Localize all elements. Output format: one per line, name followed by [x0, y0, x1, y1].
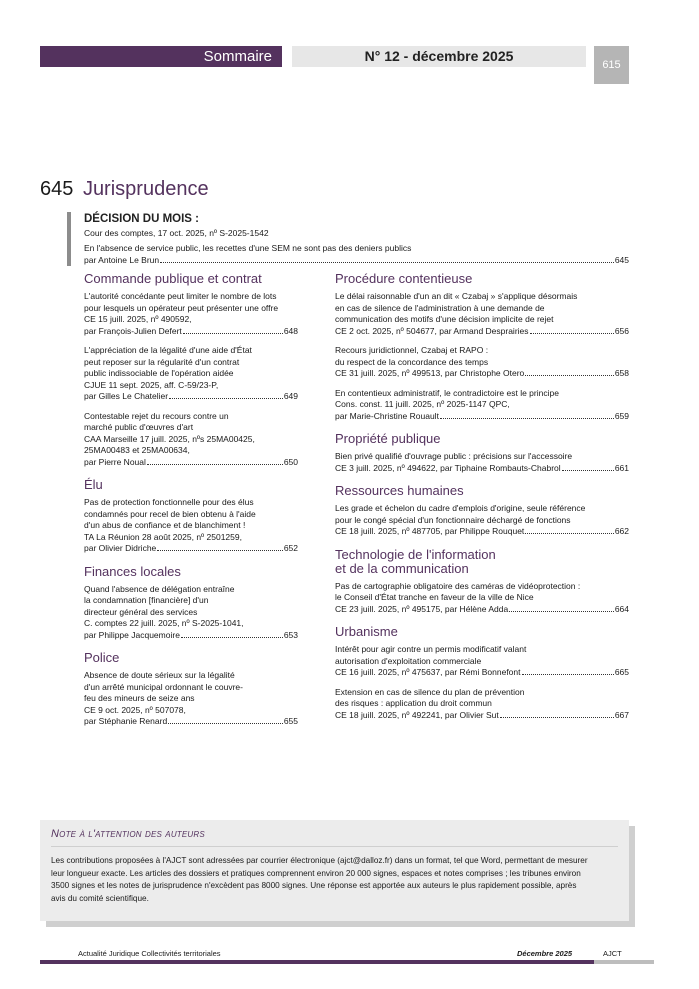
entry-author: par Stéphanie Renard [84, 716, 168, 726]
toc-entry[interactable] [335, 687, 629, 722]
page-ref: 650 [283, 456, 298, 467]
entry-line: d'un arrêté municipal ordonnant le couvre- [84, 681, 243, 692]
toc-entry[interactable] [335, 388, 629, 423]
note-line: avis du comité scientifique. [51, 893, 149, 903]
page-ref: 658 [614, 368, 629, 378]
toc-entry[interactable] [84, 497, 298, 555]
entry-line: 25MA00483 et 25MA00634, [84, 445, 190, 455]
entry-author: par Philippe Jacquemoire [84, 629, 180, 640]
entry-author: CE 18 juill. 2025, nº 492241, par Olivier Sut [335, 709, 499, 720]
entry-author: par Pierre Noual [84, 456, 146, 467]
note-title-text: Note à l'attention des auteurs [51, 828, 205, 840]
page-ref: 655 [283, 716, 298, 726]
entry-line: CJUE 11 sept. 2025, aff. C-59/23-P, [84, 379, 219, 390]
entry-line: Contestable rejet du recours contre un [84, 410, 229, 421]
entry-line: communication des motifs d'une décision implicite de rejet [335, 314, 554, 324]
note-line: Les contributions proposées à l'AJCT sont adressées par courrier électronique (ajct@dalloz.fr) dans un format, tel que Word, permettant de mesurer [51, 856, 588, 865]
category-heading: Procédure contentieuse [335, 271, 473, 286]
decision-du-mois [67, 212, 629, 266]
footer-rule [40, 960, 654, 964]
note-line: 3500 signes et les notes de jurisprudence n'excèdent pas 8000 signes. Une réponse est apportée aux auteurs le plus rapidement possible, après [51, 881, 577, 890]
note-shadow [629, 826, 635, 927]
entry-line: pour lesquels un opérateur peut présenter une offre [84, 302, 279, 313]
note-box [40, 820, 629, 921]
leader-dots [522, 674, 614, 675]
entry-reference-line [335, 710, 629, 722]
decision-court: Cour des comptes, 17 oct. 2025, nº S-2025-1542 [84, 228, 269, 238]
note-line: leur longueur exacte. Les articles des dossiers et pratiques comprennent environ 20 000 signes, espaces et notes comprises ; les tribunes environ [51, 868, 581, 878]
category-heading: Ressources humaines [335, 483, 464, 498]
note-body [51, 855, 618, 905]
category-heading-line: et de la communication [335, 560, 469, 576]
page-ref: 664 [614, 603, 629, 614]
leader-dots [562, 470, 614, 471]
page-ref: 667 [614, 709, 629, 720]
entry-line: CE 15 juill. 2025, nº 490592, [84, 314, 192, 324]
toc-entry[interactable] [335, 291, 629, 337]
page-title [40, 178, 209, 201]
entry-reference-line [84, 391, 298, 403]
entry-line: Recours juridictionnel, Czabaj et RAPO : [335, 345, 489, 355]
entry-reference-line [84, 716, 298, 728]
leader-dots [157, 550, 283, 551]
toc-entry[interactable] [335, 644, 629, 679]
leader-dots [440, 418, 614, 419]
footer-rule-gray [594, 960, 654, 964]
leader-dots [500, 717, 614, 718]
category-heading [335, 548, 629, 576]
page-ref: 661 [614, 462, 629, 473]
category-heading: Police [84, 650, 120, 665]
entry-line: TA La Réunion 28 août 2025, nº 2501259, [84, 531, 242, 542]
entry-line: Cons. const. 11 juill. 2025, nº 2025-1147 QPC, [335, 399, 510, 409]
leader-dots [530, 333, 614, 334]
entry-line: Extension en cas de silence du plan de prévention [335, 686, 525, 697]
entry-reference-line [335, 667, 629, 679]
entry-reference-line [84, 457, 298, 469]
entry-reference-line [335, 368, 629, 380]
entry-reference-line [335, 604, 629, 616]
page-ref: 645 [614, 255, 629, 265]
entry-line: des risques : application du droit commun [335, 698, 492, 708]
section-label: Sommaire [40, 46, 282, 67]
page-ref: 665 [614, 667, 629, 677]
entry-author: CE 18 juill. 2025, nº 487705, par Philippe Rouquet [335, 526, 525, 536]
entry-line: Bien privé qualifié d'ouvrage public : précisions sur l'accessoire [335, 451, 573, 461]
section-number: 645 [40, 178, 74, 200]
page-ref: 662 [614, 526, 629, 536]
entry-line: le Conseil d'État tranche en faveur de la ville de Nice [335, 592, 534, 602]
entry-line: Quand l'absence de délégation entraîne [84, 583, 235, 594]
leader-dots [160, 262, 614, 263]
entry-line: d'un abus de confiance et de blanchiment ! [84, 520, 246, 530]
issue-label: N° 12 - décembre 2025 [292, 46, 586, 67]
decision-author-line[interactable] [84, 254, 629, 266]
entry-line: condamnés pour recel de bien obtenu à l'aide [84, 508, 256, 519]
entry-line: peut reposer sur la régularité d'un contrat [84, 356, 240, 367]
entry-line: marché public d'œuvres d'art [84, 422, 194, 432]
entry-line: Pas de cartographie obligatoire des caméras de vidéoprotection : [335, 580, 581, 591]
entry-reference-line [335, 326, 629, 338]
leader-dots [168, 723, 283, 724]
entry-line: L'appréciation de la légalité d'une aide d'État [84, 345, 252, 355]
entry-line: autorisation d'exploitation commerciale [335, 655, 482, 666]
entry-line: la condamnation [financière] d'un [84, 595, 209, 605]
entry-author: CE 31 juill. 2025, nº 499513, par Christophe Otero [335, 368, 525, 378]
page-ref: 652 [283, 543, 298, 553]
entry-author: par Olivier Didriche [84, 543, 157, 553]
entry-reference-line [84, 543, 298, 555]
entry-line: En contentieux administratif, le contradictoire est le principe [335, 387, 559, 398]
note-shadow [46, 921, 635, 927]
entry-reference-line [335, 526, 629, 538]
entry-line: du respect de la concordance des temps [335, 356, 489, 367]
leader-dots [525, 375, 614, 376]
entry-line: public indissociable de l'opération aidée [84, 368, 234, 378]
page-number: 615 [594, 46, 629, 84]
leader-dots [525, 533, 614, 534]
page-ref: 659 [614, 410, 629, 421]
note-title [51, 828, 618, 847]
leader-dots [183, 333, 283, 334]
entry-author: CE 3 juill. 2025, nº 494622, par Tiphaine Rombauts-Chabrol [335, 462, 561, 473]
page-ref: 653 [283, 629, 298, 640]
decision-heading: DÉCISION DU MOIS : [84, 213, 200, 225]
entry-line: feu des mineurs de seize ans [84, 693, 195, 703]
category-heading: Urbanisme [335, 624, 398, 639]
decision-author: par Antoine Le Brun [84, 255, 160, 265]
entry-line: CE 9 oct. 2025, nº 507078, [84, 704, 186, 715]
toc-entry[interactable] [335, 451, 629, 474]
entry-reference-line [84, 630, 298, 642]
leader-dots [181, 637, 283, 638]
section-title: Jurisprudence [82, 178, 209, 200]
toc-entry[interactable] [335, 345, 629, 380]
entry-line: Intérêt pour agir contre un permis modificatif valant [335, 644, 527, 654]
toc-entry[interactable] [84, 291, 298, 337]
entry-reference-line [335, 411, 629, 423]
entry-author: CE 16 juill. 2025, nº 475637, par Rémi Bonnefont [335, 667, 521, 677]
toc-entry[interactable] [84, 584, 298, 642]
category-heading: Commande publique et contrat [84, 271, 262, 286]
footer-date: Décembre 2025 [517, 949, 573, 958]
entry-line: L'autorité concédante peut limiter le nombre de lots [84, 291, 277, 301]
leader-dots [147, 464, 283, 465]
entry-author: par Gilles Le Chatelier [84, 391, 169, 401]
entry-line: Les grade et échelon du cadre d'emplois d'origine, seule référence [335, 503, 586, 513]
leader-dots [169, 398, 283, 399]
toc-entry[interactable] [335, 503, 629, 538]
entry-reference-line [335, 463, 629, 475]
entry-line: C. comptes 22 juill. 2025, nº S-2025-1041, [84, 618, 244, 628]
entry-author: par François-Julien Defert [84, 325, 182, 336]
toc-entry[interactable] [84, 411, 298, 469]
entry-reference-line [84, 326, 298, 338]
entry-line: CAA Marseille 17 juill. 2025, nºs 25MA00425, [84, 433, 255, 444]
footer-journal: Actualité Juridique Collectivités territoriales [78, 949, 221, 958]
page-ref: 648 [283, 325, 298, 336]
category-heading: Élu [84, 477, 103, 492]
entry-line: pour le congé spécial d'un fonctionnaire déchargé de fonctions [335, 514, 571, 525]
right-column [335, 272, 629, 729]
entry-line: Pas de protection fonctionnelle pour des élus [84, 497, 254, 507]
entry-author: CE 23 juill. 2025, nº 495175, par Hélène Adda [335, 603, 509, 614]
category-heading: Propriété publique [335, 431, 441, 446]
entry-line: en cas de silence de l'administration à une demande de [335, 302, 545, 313]
entry-line: directeur général des services [84, 606, 198, 617]
left-column [84, 272, 298, 736]
page-ref: 649 [283, 391, 298, 401]
toc-entry[interactable] [84, 345, 298, 403]
entry-line: Absence de doute sérieux sur la légalité [84, 670, 235, 680]
footer-abbrev: AJCT [603, 949, 622, 958]
entry-author: CE 2 oct. 2025, nº 504677, par Armand Desprairies [335, 325, 529, 336]
toc-entry[interactable] [84, 670, 298, 728]
decision-text: En l'absence de service public, les recettes d'une SEM ne sont pas des deniers publics [84, 243, 412, 253]
entry-line: Le délai raisonnable d'un an dit « Czabaj » s'applique désormais [335, 291, 578, 301]
toc-entry[interactable] [335, 581, 629, 616]
category-heading-line: Technologie de l'information [335, 546, 496, 562]
page-ref: 656 [614, 325, 629, 336]
category-heading: Finances locales [84, 563, 181, 579]
entry-author: par Marie-Christine Rouault [335, 410, 439, 421]
leader-dots [509, 611, 614, 612]
